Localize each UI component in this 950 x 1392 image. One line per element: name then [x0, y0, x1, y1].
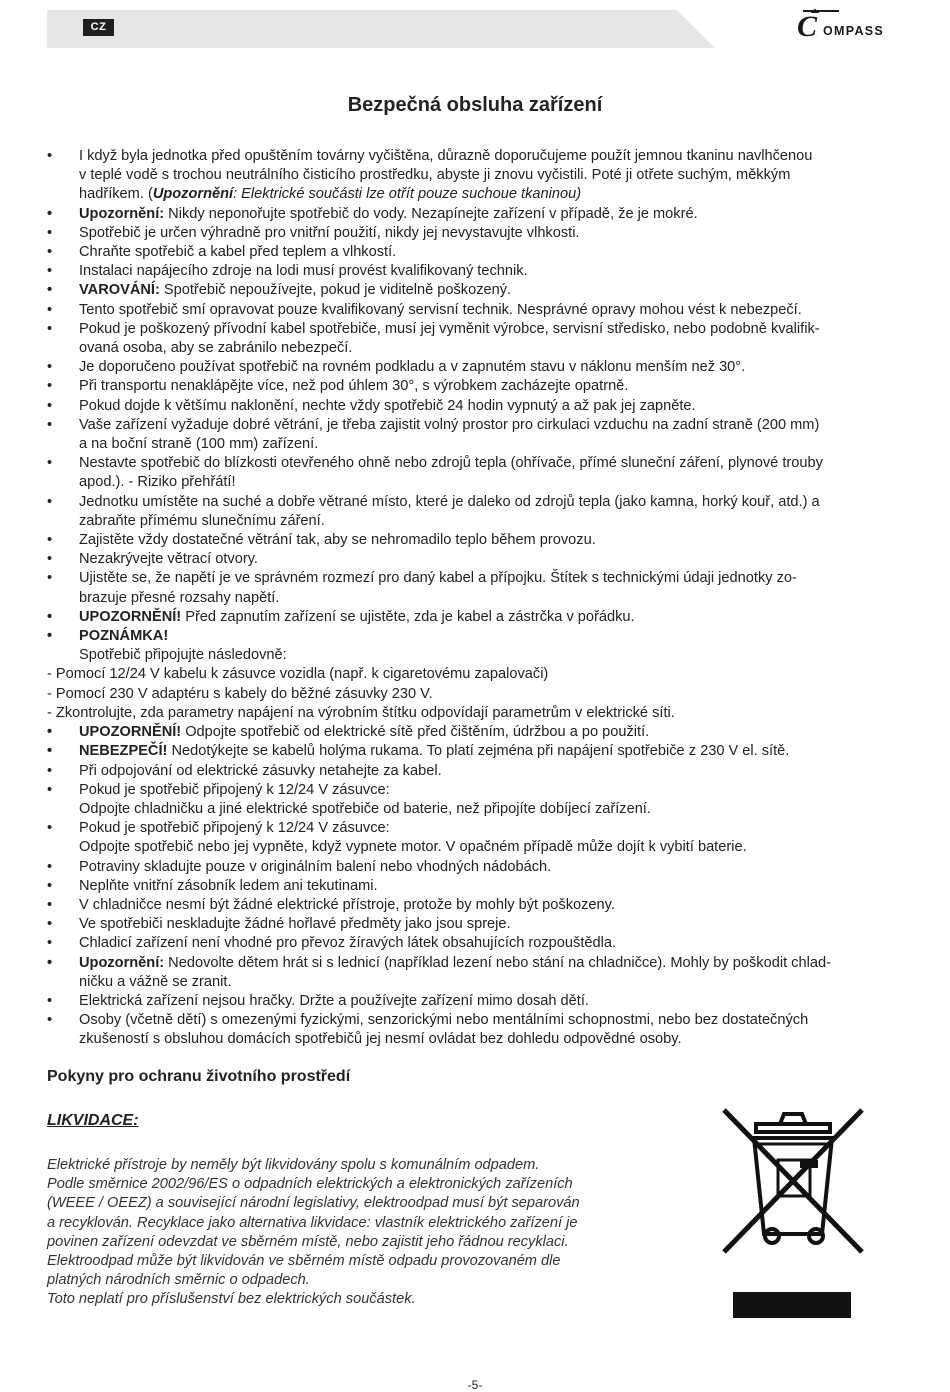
instruction-line: Ve spotřebiči neskladujte žádné hořlavé předměty jako jsou spreje. [79, 916, 511, 933]
emphasis-label: NEBEZPEČÍ! [79, 743, 168, 760]
compass-logo [795, 8, 905, 42]
bullet-marker: • [47, 416, 53, 433]
instruction-line: Nezakrývejte větrací otvory. [79, 551, 258, 568]
logo-letter: C [797, 10, 818, 42]
instruction-line: Elektrická zařízení nejsou hračky. Držte a používejte zařízení mimo dosah dětí. [79, 992, 589, 1009]
instruction-line: V chladničce nesmí být žádné elektrické přístroje, protože by mohly být poškozeny. [79, 896, 615, 913]
instruction-item [47, 454, 907, 492]
header-band-shape [47, 10, 902, 48]
instruction-item [47, 224, 907, 243]
bullet-marker: • [47, 896, 53, 913]
instruction-item [47, 1011, 907, 1049]
instruction-line: NEBEZPEČÍ! Nedotýkejte se kabelů holýma rukama. To platí zejména při napájení spotřebiče z 230 V el. sítě. [79, 743, 790, 760]
instruction-item [47, 896, 907, 915]
instruction-line: UPOZORNĚNÍ! Před zapnutím zařízení se ujistěte, zda je kabel a zástrčka v pořádku. [79, 608, 635, 625]
instruction-item [47, 550, 907, 569]
instruction-line: v teplé vodě s trochou neutrálního čisticího prostředku, abyste ji znovu vyčistili. Poté ji otřete suchým, měkkým [79, 167, 791, 184]
bullet-marker: • [47, 1012, 53, 1029]
disposal-line: (WEEE / OEEZ) a související národní legislativy, elektroodpad musí být separován [47, 1195, 580, 1212]
instruction-item [47, 320, 907, 358]
instruction-line: UPOZORNĚNÍ! Odpojte spotřebič od elektrické sítě před čištěním, údržbou a po použití. [79, 724, 650, 741]
disposal-line: Podle směrnice 2002/96/ES o odpadních elektrických a elektronických zařízeních [47, 1176, 573, 1193]
bullet-marker: • [47, 724, 53, 741]
instruction-item [47, 762, 907, 781]
instruction-line: Při odpojování od elektrické zásuvky netahejte za kabel. [79, 762, 442, 779]
instruction-line: zabraňte přímému slunečnímu záření. [79, 512, 325, 529]
disposal-line: Elektrické přístroje by neměly být likvidovány spolu s komunálním odpadem. [47, 1157, 540, 1173]
safety-instructions-list [47, 147, 907, 1050]
instruction-item [47, 685, 907, 704]
bullet-marker: • [47, 282, 53, 299]
bullet-marker: • [47, 628, 53, 645]
instruction-line: brazuje přesné rozsahy napětí. [79, 589, 280, 606]
bullet-marker: • [47, 320, 53, 337]
weee-crossed-bin-icon [718, 1102, 868, 1322]
bullet-marker: • [47, 493, 53, 510]
emphasis-label: VAROVÁNÍ: [79, 282, 160, 299]
disposal-line: Elektroodpad může být likvidován ve sběrném místě odpadu provozovaném dle [47, 1253, 561, 1270]
bullet-marker: • [47, 916, 53, 933]
instruction-line: Osoby (včetně dětí) s omezenými fyzickými, senzorickými nebo mentálními schopnostmi, nebo bez dostatečných [79, 1012, 809, 1029]
bullet-marker: • [47, 301, 53, 318]
instruction-item [47, 493, 907, 531]
bullet-marker: • [47, 224, 53, 241]
instruction-line: Pokud je spotřebič připojený k 12/24 V zásuvce: [79, 781, 390, 798]
emphasis-label: Upozornění: [79, 205, 165, 222]
instruction-line: hadříkem. (Upozornění: Elektrické součásti lze otřít pouze suchoue tkaninou) [79, 186, 582, 203]
language-badge: CZ [83, 19, 114, 36]
disposal-line: a recyklován. Recyklace jako alternativa likvidace: vlastník elektrického zařízení je [47, 1214, 578, 1231]
bullet-marker: • [47, 397, 53, 414]
instruction-item [47, 858, 907, 877]
instruction-item [47, 243, 907, 262]
instruction-line: Neplňte vnitřní zásobník ledem ani tekutinami. [79, 877, 378, 894]
instruction-item [47, 819, 907, 857]
instruction-item [47, 954, 907, 992]
instruction-item [47, 301, 907, 320]
instruction-line: ovaná osoba, aby se zabránilo nebezpečí. [79, 340, 353, 357]
instruction-item [47, 742, 907, 761]
instruction-line: Pokud je poškozený přívodní kabel spotřebiče, musí jej vyměnit výrobce, servisní středisko, nebo podobně kvalifik- [79, 320, 820, 337]
instruction-item [47, 416, 907, 454]
bullet-marker: • [47, 205, 53, 222]
instruction-item [47, 665, 907, 684]
emphasis-label: POZNÁMKA! [79, 628, 169, 645]
bullet-marker: • [47, 551, 53, 568]
instruction-line: Chladicí zařízení není vhodné pro převoz žíravých látek obsahujících rozpouštědla. [79, 935, 617, 952]
bullet-marker: • [47, 455, 53, 472]
instruction-item [47, 262, 907, 281]
emphasis-label: UPOZORNĚNÍ! [79, 724, 182, 741]
instruction-line: - Pomocí 230 V adaptéru s kabely do běžné zásuvky 230 V. [47, 685, 433, 702]
instruction-line: Potraviny skladujte pouze v originálním balení nebo vhodných nádobách. [79, 858, 552, 875]
instruction-item [47, 915, 907, 934]
instruction-item [47, 569, 907, 607]
instruction-item [47, 608, 907, 627]
instruction-item [47, 723, 907, 742]
bullet-marker: • [47, 148, 53, 164]
instruction-line: VAROVÁNÍ: Spotřebič nepoužívejte, pokud je viditelně poškozený. [79, 282, 512, 299]
instruction-line: Při transportu nenaklápějte více, než pod úhlem 30°, s výrobkem zacházejte opatrně. [79, 378, 629, 395]
page-title: Bezpečná obsluha zařízení [347, 94, 603, 116]
disposal-text [47, 1156, 667, 1310]
instruction-line: Vaše zařízení vyžaduje dobré větrání, je třeba zajistit volný prostor pro cirkulaci vzduchu na zadní straně (200 mm) [79, 416, 820, 433]
emphasis-label: UPOZORNĚNÍ! [79, 608, 182, 625]
emphasis-label: Upozornění [152, 186, 234, 203]
instruction-line: Instalaci napájecího zdroje na lodi musí provést kvalifikovaný technik. [79, 263, 528, 280]
bullet-marker: • [47, 263, 53, 280]
instruction-line: Pokud je spotřebič připojený k 12/24 V zásuvce: [79, 820, 390, 837]
environment-heading: Pokyny pro ochranu životního prostředí [47, 1068, 351, 1085]
logo-text: OMPASS [823, 24, 885, 38]
instruction-line: Chraňte spotřebič a kabel před teplem a vlhkostí. [79, 244, 397, 261]
instruction-line: Odpojte spotřebič nebo jej vypněte, když vypnete motor. V opačném případě může dojít k vybití baterie. [79, 839, 747, 856]
instruction-line: a na boční straně (100 mm) zařízení. [79, 436, 319, 453]
instruction-line: Spotřebič připojujte následovně: [79, 647, 287, 664]
instruction-line: Zajistěte vždy dostatečné větrání tak, aby se nehromadilo teplo během provozu. [79, 532, 596, 549]
bullet-marker: • [47, 608, 53, 625]
instruction-line: Tento spotřebič smí opravovat pouze kvalifikovaný servisní technik. Nesprávné opravy mohou vést k nebezpečí. [79, 301, 802, 318]
disposal-line: platných národních směrnic o odpadech. [47, 1272, 310, 1289]
instruction-line: I když byla jednotka před opuštěním továrny vyčištěna, důrazně doporučujeme použít jemnou tkaninu navlhčenou [79, 148, 813, 164]
bullet-marker: • [47, 781, 53, 798]
instruction-item [47, 205, 907, 224]
instruction-item [47, 877, 907, 896]
disposal-line: povinen zařízení odevzdat ve sběrném místě, nebo zajistit jeho řádnou recyklaci. [47, 1233, 569, 1250]
bullet-marker: • [47, 954, 53, 971]
instruction-line [79, 627, 907, 646]
instruction-line: Odpojte chladničku a jiné elektrické spotřebiče od baterie, než připojíte dobíjecí zařízení. [79, 800, 651, 817]
instruction-item [47, 358, 907, 377]
disposal-line: Toto neplatí pro příslušenství bez elektrických součástek. [47, 1291, 416, 1308]
instruction-line: - Zkontrolujte, zda parametry napájení na výrobním štítku odpovídají parametrům v elektrické síti. [47, 704, 675, 721]
bullet-marker: • [47, 992, 53, 1009]
bullet-marker: • [47, 820, 53, 837]
bullet-marker: • [47, 877, 53, 894]
instruction-line: apod.). - Riziko přehřátí! [79, 474, 236, 491]
bullet-marker: • [47, 244, 53, 261]
instruction-item [47, 934, 907, 953]
instruction-item [47, 377, 907, 396]
instruction-line: - Pomocí 12/24 V kabelu k zásuvce vozidla (např. k cigaretovému zapalovači) [47, 666, 549, 683]
instruction-line: Spotřebič je určen výhradně pro vnitřní použití, nikdy jej nevystavujte vlhkosti. [79, 224, 580, 241]
instruction-item [47, 704, 907, 723]
instruction-item [47, 781, 907, 819]
instruction-line: Je doporučeno používat spotřebič na rovném podkladu a v zapnutém stavu v náklonu menším než 30°. [79, 359, 746, 376]
instruction-item [47, 281, 907, 300]
instruction-item [47, 397, 907, 416]
disposal-heading: LIKVIDACE: [47, 1112, 139, 1129]
instruction-item [47, 992, 907, 1011]
bullet-marker: • [47, 359, 53, 376]
bullet-marker: • [47, 762, 53, 779]
note-text: : Elektrické součásti lze otřít pouze suchoue tkaninou) [233, 186, 582, 203]
instruction-line: ničku a vážně se zranit. [79, 973, 232, 990]
bullet-marker: • [47, 532, 53, 549]
instruction-line: Nestavte spotřebič do blízkosti otevřeného ohně nebo zdrojů tepla (ohřívače, přímé sluneční záření, plynové trouby [79, 455, 823, 472]
instruction-item [47, 627, 907, 665]
header-band [47, 10, 902, 48]
emphasis-label: Upozornění: [79, 954, 165, 971]
bullet-marker: • [47, 858, 53, 875]
instruction-line: Upozornění: Nikdy neponořujte spotřebič do vody. Nezapínejte zařízení v případě, že je mokré. [79, 205, 698, 222]
bullet-marker: • [47, 378, 53, 395]
bullet-marker: • [47, 935, 53, 952]
instruction-line: Ujistěte se, že napětí je ve správném rozmezí pro daný kabel a přípojku. Štítek s technickými údaji jednotky zo- [79, 570, 797, 587]
instruction-line: Pokud dojde k většímu naklonění, nechte vždy spotřebič 24 hodin vypnutý a až pak jej zapněte. [79, 397, 696, 414]
bullet-marker: • [47, 743, 53, 760]
page-number: -5- [467, 1378, 483, 1392]
instruction-item [47, 531, 907, 550]
instruction-line: Upozornění: Nedovolte dětem hrát si s lednicí (například lezení nebo stání na chladničce). Mohly by poškodit chlad- [79, 954, 831, 971]
instruction-item [47, 147, 907, 205]
instruction-line: Jednotku umístěte na suché a dobře větrané místo, které je daleko od zdrojů tepla (jako kamna, horký kouř, atd.) a [79, 493, 820, 510]
bullet-marker: • [47, 570, 53, 587]
instruction-line: zkušeností s obsluhou domácích spotřebičů jej nesmí ovládat bez dohledu odpovědné osoby. [79, 1031, 682, 1048]
